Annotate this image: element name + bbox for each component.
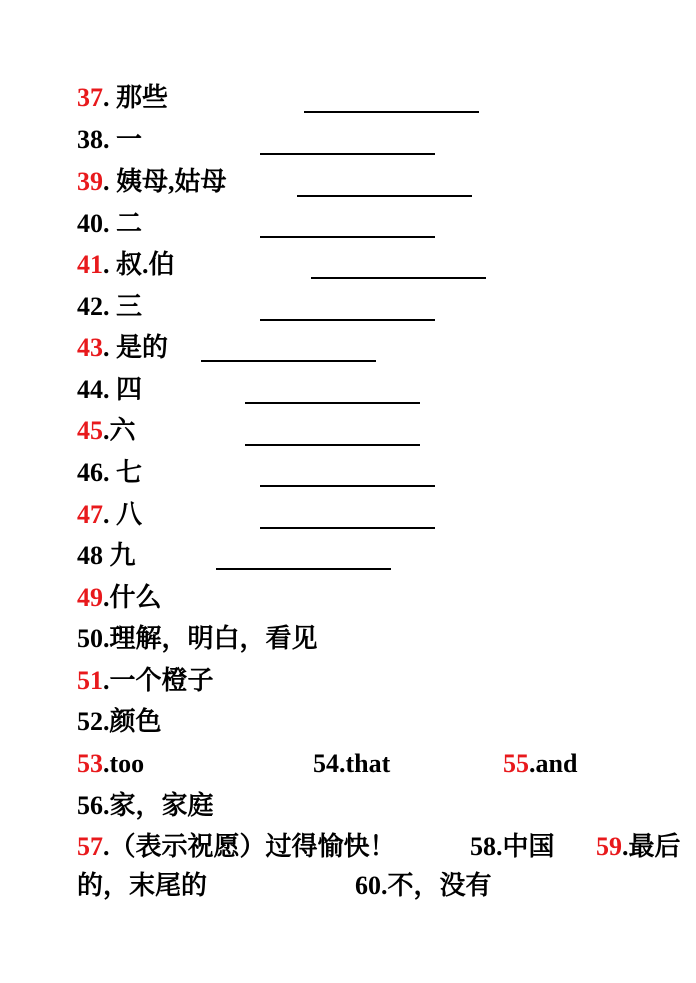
vocab-item [77,328,168,368]
vocab-row [77,744,617,784]
item-separator: . [103,375,110,404]
item-separator: . [103,500,110,529]
vocab-item [313,744,390,784]
vocab-item [77,245,175,285]
vocab-item [77,411,136,451]
item-number: 48 [77,541,103,570]
item-number: 52 [77,707,103,736]
vocab-row [77,866,597,906]
item-separator: . [103,749,110,778]
item-number: 56 [77,791,103,820]
vocab-item [77,786,214,826]
item-separator: . [529,749,536,778]
item-separator: . [381,871,388,900]
item-separator: . [103,292,110,321]
item-number: 54 [313,749,339,778]
item-number: 44 [77,375,103,404]
item-text: 最后 [628,832,681,861]
answer-blank[interactable] [297,195,472,197]
item-text: 二 [116,209,143,238]
item-separator: . [103,458,110,487]
answer-blank[interactable] [260,319,435,321]
item-separator: . [103,707,110,736]
item-number: 43 [77,333,103,362]
item-separator: . [103,832,110,861]
item-text: 是的 [116,333,169,362]
item-separator: . [496,832,503,861]
item-text: too [109,749,145,778]
item-number: 37 [77,83,103,112]
item-number: 53 [77,749,103,778]
vocab-item [470,827,555,867]
vocab-item [77,536,136,576]
item-text: 六 [109,416,136,445]
vocab-item [77,162,227,202]
vocab-item [77,370,142,410]
item-text: 八 [116,500,143,529]
vocab-item [77,744,144,784]
vocab-item [77,78,168,118]
item-text: 什么 [109,583,162,612]
vocab-item [77,495,142,535]
vocab-item [77,578,162,618]
item-separator: . [103,583,110,612]
answer-blank[interactable] [260,485,435,487]
item-number: 59 [596,832,622,861]
item-separator: . [103,624,110,653]
vocab-item [77,204,142,244]
item-number: 58 [470,832,496,861]
item-text: 那些 [116,83,169,112]
item-number: 57 [77,832,103,861]
item-number: 40 [77,209,103,238]
item-number: 45 [77,416,103,445]
answer-blank[interactable] [216,568,391,570]
answer-blank[interactable] [311,277,486,279]
item-number: 55 [503,749,529,778]
vocab-item [77,619,318,659]
item-number: 38 [77,125,103,154]
item-text: 理解，明白，看见 [109,624,318,653]
item-number: 39 [77,167,103,196]
answer-blank[interactable] [260,527,435,529]
vocab-item [77,287,142,327]
item-number: 47 [77,500,103,529]
vocab-item [596,827,681,867]
item-text: 一个橙子 [109,666,214,695]
item-separator: . [103,416,110,445]
item-text: 姨母,姑母 [116,167,227,196]
item-text-continuation: 的，末尾的 [77,871,208,900]
answer-blank[interactable] [245,402,420,404]
item-text: 九 [109,541,136,570]
vocab-row [77,827,692,867]
vocab-item [355,866,492,906]
answer-blank[interactable] [201,360,376,362]
item-separator: . [103,791,110,820]
item-text: 叔.伯 [116,250,175,279]
item-separator: . [103,83,110,112]
item-number: 60 [355,871,381,900]
answer-blank[interactable] [260,153,435,155]
item-separator: . [103,250,110,279]
answer-blank[interactable] [260,236,435,238]
item-number: 46 [77,458,103,487]
vocab-item [77,702,162,742]
item-text: （表示祝愿）过得愉快！ [109,832,396,861]
item-separator: . [103,209,110,238]
item-text: 一 [116,125,143,154]
answer-blank[interactable] [304,111,479,113]
item-number: 49 [77,583,103,612]
vocab-item [77,453,142,493]
item-separator: . [103,125,110,154]
item-text: 七 [116,458,143,487]
item-separator: . [103,333,110,362]
vocab-item [77,120,142,160]
item-text: that [345,749,391,778]
item-text: and [535,749,578,778]
item-text: 颜色 [109,707,162,736]
item-separator: . [103,167,110,196]
item-number: 41 [77,250,103,279]
item-text: 不，没有 [387,871,492,900]
item-text: 四 [116,375,143,404]
item-separator: . [339,749,346,778]
item-number: 42 [77,292,103,321]
vocab-item [77,661,214,701]
vocab-item [503,744,577,784]
item-number: 50 [77,624,103,653]
item-text: 三 [116,292,143,321]
item-text: 中国 [502,832,555,861]
answer-blank[interactable] [245,444,420,446]
item-separator: . [103,666,110,695]
item-text: 家，家庭 [109,791,214,820]
item-separator: . [622,832,629,861]
item-number: 51 [77,666,103,695]
vocab-item [77,827,396,867]
